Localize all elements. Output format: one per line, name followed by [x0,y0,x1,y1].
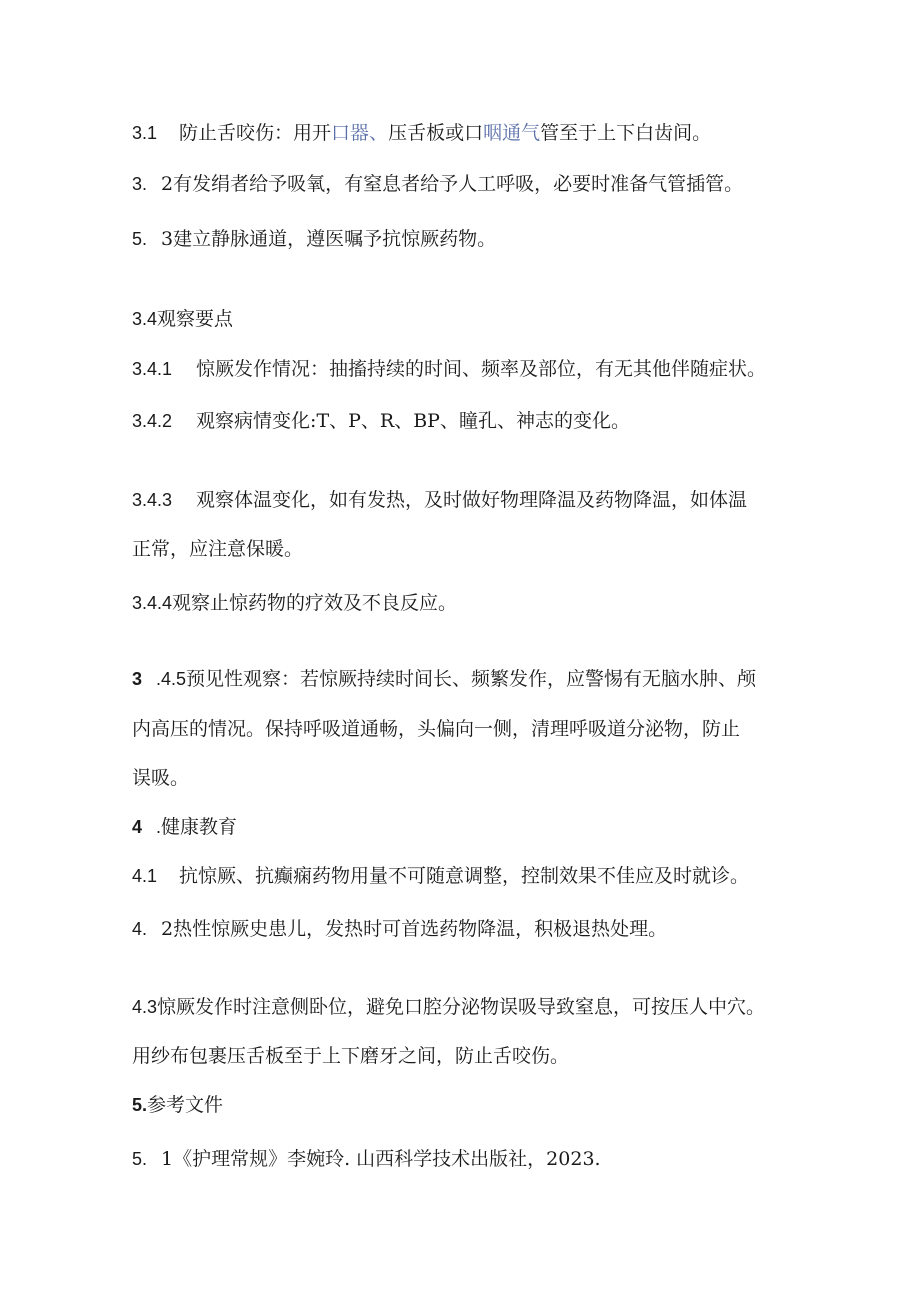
section-4-heading [132,815,237,839]
item-text: 用纱布包裹压舌板至于上下磨牙之间，防止舌咬伤。 [132,1045,570,1067]
item-text-part: 压舌板或口 [388,122,484,144]
item-text: 健康教育 [161,816,238,838]
item-3-4-5-continued-2 [132,766,189,790]
item-number: 3.4.2 [132,411,173,431]
item-number: 4.1 [132,866,158,886]
item-text-part: 管至于上下白齿间。 [540,122,712,144]
item-3-4-4 [132,591,457,615]
item-text: 内高压的情况。保持呼吸道通畅，头偏向一侧，清理呼吸道分泌物，防止 [132,718,741,740]
item-4-2 [132,917,667,941]
item-5-1 [132,1147,601,1171]
item-text: 观察体温变化，如有发热，及时做好物理降温及药物降温，如体温 [196,489,748,511]
item-text: 3建立静脉通道，遵医嘱予抗惊厥药物。 [161,228,497,250]
item-text: 惊厥发作情况：抽搐持续的时间、频率及部位，有无其他伴随症状。 [196,358,767,380]
item-number: 3.4 [132,309,158,329]
item-number: 5. [132,1149,148,1169]
item-number: 3 [132,669,143,689]
item-text: 预见性观察：若惊厥持续时间长、频繁发作，应警惕有无脑水肿、颅 [186,668,757,690]
item-number-suffix: . [156,817,162,837]
section-3-4-heading [132,307,233,331]
item-3-4-3-continued [132,537,303,561]
section-5-heading [132,1093,223,1117]
item-number: 4 [132,817,143,837]
item-number: 3.4.1 [132,359,173,379]
item-number: 3.4.3 [132,490,173,510]
item-text: 观察要点 [157,308,234,330]
item-3-4-1 [132,357,766,381]
item-text-part: 口器、 [331,122,389,144]
item-3-2 [132,172,743,196]
item-number: 3.1 [132,123,158,143]
item-4-3 [132,995,765,1019]
item-text: 观察病情变化:T、P、R、BP、瞳孔、神志的变化。 [196,410,630,432]
item-number: 5. [132,229,148,249]
item-3-4-5-continued [132,717,740,741]
item-number: 3.4.4 [132,593,173,613]
item-text: 误吸。 [132,767,190,789]
item-text: 观察止惊药物的疗效及不良反应。 [172,592,458,614]
item-number: 4. [132,919,148,939]
item-3-4-5 [132,667,756,691]
item-text: 惊厥发作时注意侧卧位，避免口腔分泌物误吸导致窒息，可按压人中穴。 [157,996,766,1018]
item-3-3 [132,227,496,251]
item-3-4-2 [132,409,630,433]
item-number: 5. [132,1095,148,1115]
item-text: 2热性惊厥史患儿，发热时可首选药物降温，积极退热处理。 [161,918,668,940]
item-text: 2有发绢者给予吸氧，有窒息者给予人工呼吸，必要时准备气管插管。 [161,173,744,195]
item-text: 正常，应注意保暖。 [132,538,304,560]
item-text: 1《护理常规》李婉玲. 山西科学技术出版社，2023. [161,1148,601,1170]
item-3-4-3 [132,488,747,512]
item-text-part: 防止舌咬伤：用开 [179,122,332,144]
item-3-1 [132,121,711,145]
item-text-part: 咽通气 [483,122,541,144]
item-number: 4.3 [132,997,158,1017]
item-number: 3. [132,174,148,194]
item-number-suffix: .4.5 [156,669,187,689]
item-4-1 [132,864,749,888]
item-text: 抗惊厥、抗癫痫药物用量不可随意调整，控制效果不佳应及时就诊。 [179,865,750,887]
item-text: 参考文件 [147,1094,224,1116]
item-4-3-continued [132,1044,569,1068]
